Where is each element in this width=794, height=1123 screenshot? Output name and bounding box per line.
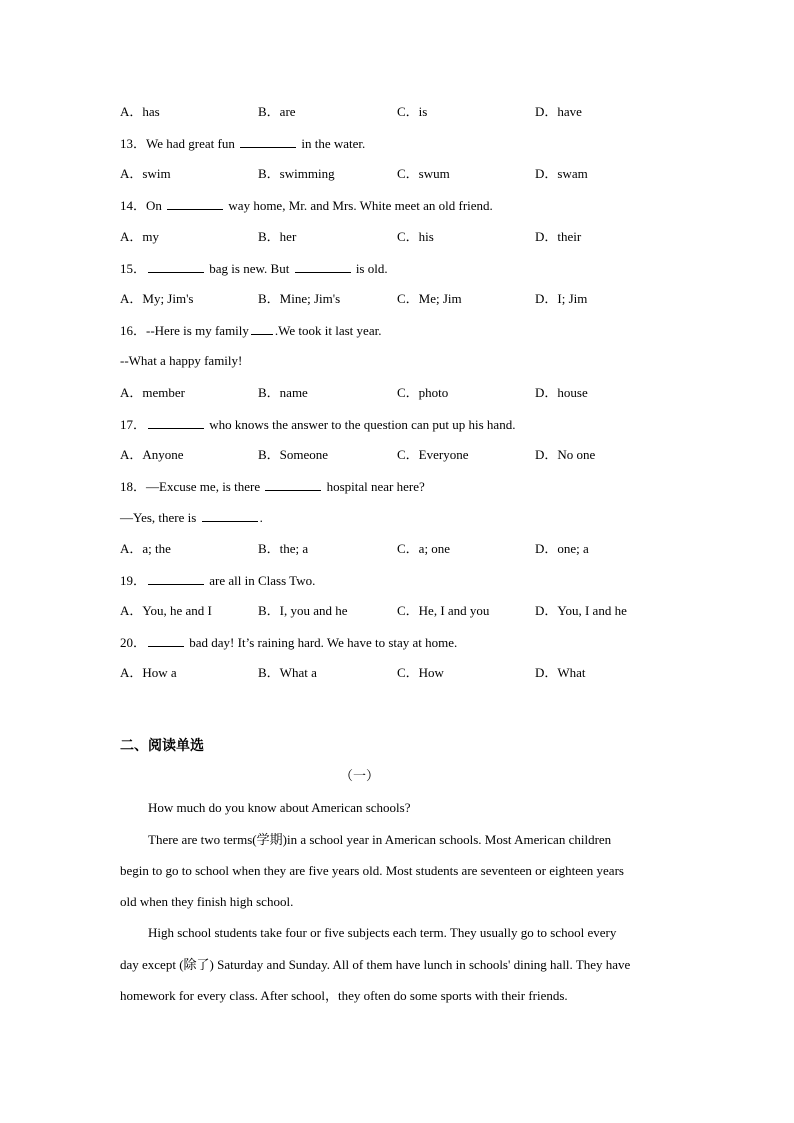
q18-option-c: C．a; one [397,541,451,556]
passage-line-3: begin to go to school when they are five years old. Most students are seventeen or eighteen years [120,863,624,878]
q16-number: 16． [120,323,147,338]
q16-option-c: C．photo [397,385,449,400]
q20-option-a: A．How a [120,665,177,680]
q14-option-d: D．their [535,229,582,244]
q18-option-a: A．a; the [120,541,171,556]
q14-stem [120,197,493,214]
q14-option-a: A．my [120,229,160,244]
q15-option-c: C．Me; Jim [397,291,462,306]
q18-text-after: hospital near here? [326,479,425,494]
q16-options [120,385,680,401]
q13-stem [120,135,365,152]
q17-text-after: who knows the answer to the question can put up his hand. [209,417,516,432]
q16-text-after: .We took it last year. [274,323,382,338]
q17-number: 17． [120,417,147,432]
q17-option-c: C．Everyone [397,447,469,462]
q18-option-b: B．the; a [258,541,309,556]
q20-stem [120,634,457,651]
q12-option-d: D．have [535,104,582,119]
q19-option-b: B．I, you and he [258,603,348,618]
q17-blank [148,416,204,429]
q16-option-b: B．name [258,385,308,400]
q19-option-c: C．He, I and you [397,603,490,618]
q18-options [120,541,680,557]
passage-line-6: day except (除了) Saturday and Sunday. All of them have lunch in schools' dining hall. They have [120,957,631,972]
q14-text-before: On [146,198,162,213]
q14-option-c: C．his [397,229,434,244]
q20-options [120,665,680,681]
q17-option-a: A．Anyone [120,447,184,462]
q18-response-after: . [259,510,263,525]
passage-line-1: How much do you know about American schools? [148,800,411,815]
q16-option-a: A．member [120,385,185,400]
q13-options [120,166,680,182]
q13-text-after: in the water. [301,136,366,151]
q17-options [120,447,680,463]
q18-response [120,509,263,526]
q19-number: 19． [120,573,147,588]
q12-options [120,104,680,120]
q18-stem [120,478,425,495]
q15-blank-2 [295,260,351,273]
q18-blank-2 [202,509,258,522]
q18-response-before: —Yes, there is [120,510,197,525]
q14-options [120,229,680,245]
q15-option-b: B．Mine; Jim's [258,291,341,306]
q13-number: 13． [120,136,147,151]
q13-option-d: D．swam [535,166,588,181]
q17-option-d: D．No one [535,447,596,462]
q15-option-d: D．I; Jim [535,291,588,306]
q16-blank [251,322,273,335]
q16-text-before: --Here is my family [146,323,249,338]
passage-line-7: homework for every class. After school，they often do some sports with their friends. [120,988,568,1003]
q16-response: --What a happy family! [120,353,243,368]
q13-option-b: B．swimming [258,166,335,181]
q14-text-after: way home, Mr. and Mrs. White meet an old friend. [228,198,493,213]
q20-option-c: C．How [397,665,444,680]
q19-blank [148,572,204,585]
q13-option-a: A．swim [120,166,171,181]
q12-option-b: B．are [258,104,296,119]
q16-option-d: D．house [535,385,588,400]
passage-line-4: old when they finish high school. [120,894,294,909]
q17-option-b: B．Someone [258,447,329,462]
q15-option-a: A．My; Jim's [120,291,194,306]
q15-blank-1 [148,260,204,273]
q12-option-a: A．has [120,104,160,119]
q18-option-d: D．one; a [535,541,589,556]
q12-option-c: C．is [397,104,428,119]
q15-stem [120,260,388,277]
q13-option-c: C．swum [397,166,450,181]
q18-blank-1 [265,478,321,491]
q14-blank [167,197,223,210]
q20-option-d: D．What [535,665,586,680]
q19-option-a: A．You, he and I [120,603,212,618]
q14-number: 14． [120,198,147,213]
q16-stem [120,322,381,339]
q13-blank [240,135,296,148]
q15-options [120,291,680,307]
section-heading: 二、阅读单选 [120,738,204,754]
q15-text-after: is old. [355,261,388,276]
q19-text-after: are all in Class Two. [209,573,316,588]
q19-options [120,603,680,619]
passage-line-5: High school students take four or five subjects each term. They usually go to school every [148,925,617,940]
q15-text-mid: bag is new. But [209,261,290,276]
q13-text-before: We had great fun [146,136,235,151]
q15-number: 15． [120,261,147,276]
passage-line-2: There are two terms(学期)in a school year in American schools. Most American children [148,832,612,847]
q20-blank [148,634,184,647]
q14-option-b: B．her [258,229,297,244]
q20-number: 20． [120,635,147,650]
q18-number: 18． [120,479,147,494]
q19-option-d: D．You, I and he [535,603,627,618]
q18-text-before: —Excuse me, is there [146,479,261,494]
q20-option-b: B．What a [258,665,317,680]
passage-title: （一） [340,768,380,783]
q17-stem [120,416,515,433]
q20-text-after: bad day! It’s raining hard. We have to stay at home. [189,635,458,650]
q19-stem [120,572,315,589]
